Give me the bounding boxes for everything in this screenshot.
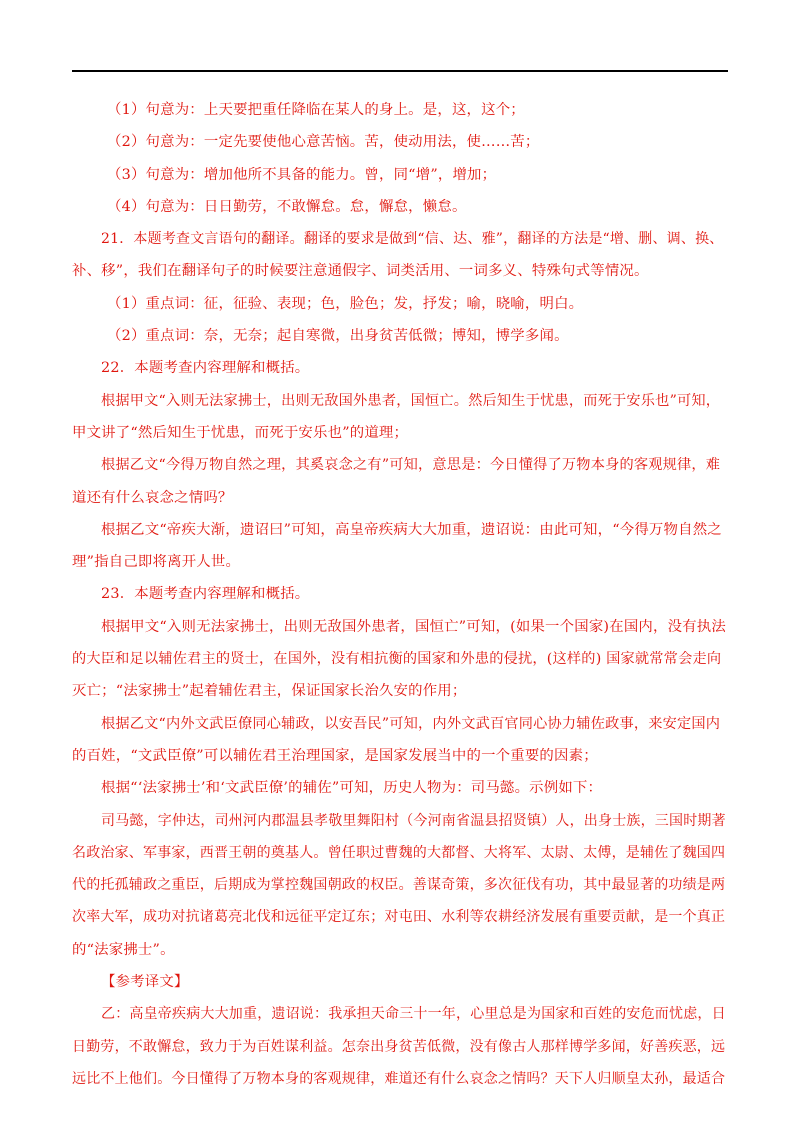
- text-line: 23．本题考查内容理解和概括。: [101, 586, 310, 603]
- header-rule: [72, 70, 728, 72]
- text-line: 根据乙文“帝疾大渐，遗诏曰”可知，高皇帝疾病大大加重，遗诏说：由此可知，“今得万物自然之: [101, 521, 722, 538]
- text-line: 司马懿，字仲达，司州河内郡温县孝敬里舞阳村（今河南省温县招贤镇）人，出身士族，三国时期著: [101, 812, 726, 829]
- text-line: 根据甲文“入则无法家拂士，出则无敌国外患者，国恒亡”可知，(如果一个国家)在国内，没有执法: [101, 618, 726, 635]
- text-line: （2）句意为：一定先要使他心意苦恼。苦，使动用法，使……苦；: [107, 134, 540, 151]
- text-line: 远比不上他们。今日懂得了万物本身的客观规律，难道还有什么哀念之情吗？天下人归顺皇太孙，最适合: [72, 1070, 726, 1087]
- text-line: 理”指自己即将离开人世。: [72, 554, 241, 571]
- text-line: （1）句意为：上天要把重任降临在某人的身上。是，这，这个；: [107, 102, 525, 118]
- text-line: 22．本题考查内容理解和概括。: [101, 360, 310, 377]
- text-line: 日勤劳，不敢懈怠，致力于为百姓谋利益。怎奈出身贫苦低微，没有像古人那样博学多闻，好善疾恶，远: [72, 1038, 726, 1055]
- text-line: 名政治家、军事家，西晋王朝的奠基人。曾任职过曹魏的大都督、大将军、太尉、太傅，是辅佐了魏国四: [72, 844, 726, 861]
- text-line: 次率大军，成功对抗诸葛亮北伐和远征平定辽东；对屯田、水利等农耕经济发展有重要贡献，是一个真正: [72, 909, 726, 926]
- text-line: 根据乙文“今得万物自然之理，其奚哀念之有”可知，意思是：今日懂得了万物本身的客观规律，难: [101, 457, 721, 474]
- text-line: 乙：高皇帝疾病大大加重，遗诏说：我承担天命三十一年，心里总是为国家和百姓的安危而忧虑，日: [101, 1006, 726, 1023]
- text-line: 甲文讲了“然后知生于忧患，而死于安乐也”的道理；: [72, 424, 409, 441]
- text-line: 灭亡；“法家拂士”起着辅佐君主，保证国家长治久安的作用；: [72, 683, 467, 700]
- text-line: 根据乙文“内外文武臣僚同心辅政，以安吾民”可知，内外文武百官同心协力辅佐政事，来安定国内: [101, 715, 721, 732]
- text-line: 的大臣和足以辅佐君主的贤士，在国外，没有相抗衡的国家和外患的侵扰，(这样的) 国家就常常会走向: [72, 651, 722, 668]
- text-line: 代的托孤辅政之重臣，后期成为掌控魏国朝政的权臣。善谋奇策，多次征伐有功，其中最显著的功绩是两: [72, 877, 726, 894]
- text-line: 的“法家拂士”。: [72, 941, 175, 958]
- text-line: 根据“‘法家拂士’和‘文武臣僚’的辅佐”可知，历史人物为：司马懿。示例如下：: [101, 780, 603, 797]
- section-heading: 【参考译文】: [101, 974, 189, 991]
- document-body: [72, 94, 728, 1095]
- text-line: 补、移”，我们在翻译句子的时候要注意通假字、词类活用、一词多义、特殊句式等情况。: [72, 263, 649, 280]
- text-line: （2）重点词：奈，无奈；起自寒微，出身贫苦低微；博知，博学多闻。: [107, 328, 569, 345]
- text-line: （1）重点词：征，征验、表现；色，脸色；发，抒发；喻，晓喻，明白。: [107, 295, 584, 312]
- text-line: （3）句意为：增加他所不具备的能力。曾，同“增”，增加；: [107, 166, 497, 183]
- text-line: 的百姓，“文武臣僚”可以辅佐君王治理国家，是国家发展当中的一个重要的因素；: [72, 747, 598, 764]
- text-line: （4）句意为：日日勤劳，不敢懈怠。怠，懈怠，懒怠。: [107, 198, 467, 215]
- text-line: 21．本题考查文言语句的翻译。翻译的要求是做到“信、达、雅”，翻译的方法是“增、删、调、换、: [101, 231, 724, 248]
- text-line: 道还有什么哀念之情吗？: [72, 489, 233, 506]
- text-line: 根据甲文“入则无法家拂士，出则无敌国外患者，国恒亡。然后知生于忧患，而死于安乐也”可知，: [101, 392, 721, 409]
